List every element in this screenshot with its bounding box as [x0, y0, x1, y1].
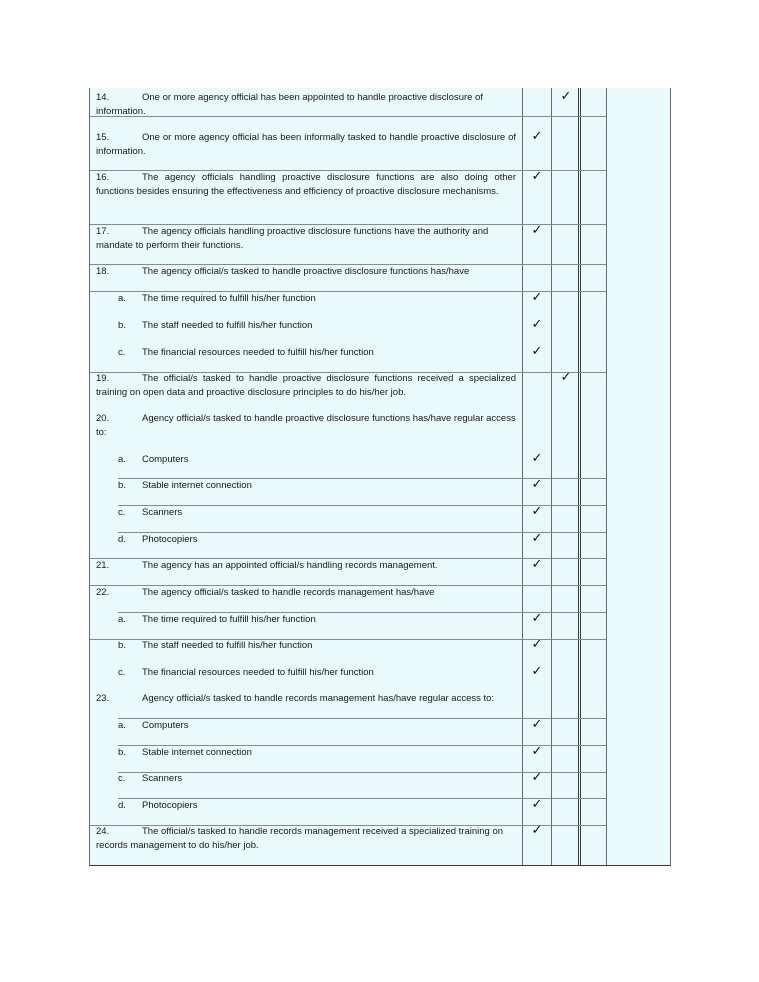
sub-item-letter: b.: [118, 747, 126, 758]
sub-item-text: The staff needed to fulfill his/her function: [142, 640, 313, 651]
sub-item-letter: c.: [118, 347, 126, 358]
question-item: [96, 412, 516, 439]
sub-item-letter: a.: [118, 720, 126, 731]
checkmark-icon: ✓: [531, 451, 543, 466]
sub-item-letter: d.: [118, 800, 126, 811]
question-text: The agency officials handling proactive disclosure functions are also doing other functions besides ensuring the effectiveness and efficiency of proactive disclosure mechanisms.: [96, 172, 516, 197]
checkmark-icon: ✓: [531, 290, 543, 305]
sub-item-text: Photocopiers: [142, 800, 198, 811]
sub-item-letter: b.: [118, 320, 126, 331]
question-item: [96, 265, 516, 279]
checkmark-icon: ✓: [531, 717, 543, 732]
checkmark-icon: ✓: [531, 344, 543, 359]
question-item: [96, 225, 516, 252]
question-number: 18.: [96, 266, 110, 277]
question-text: The agency officials handling proactive disclosure functions have the authority and mandate to perform their functions.: [96, 226, 489, 251]
question-text: One or more agency official has been appointed to handle proactive disclosure of information.: [96, 92, 483, 117]
checkmark-icon: ✓: [531, 504, 543, 519]
sub-item: [118, 506, 518, 520]
sub-item-letter: c.: [118, 667, 126, 678]
question-number: 19.: [96, 373, 110, 384]
checkmark-icon: ✓: [531, 797, 543, 812]
checkmark-icon: ✓: [531, 611, 543, 626]
checkmark-icon: ✓: [531, 823, 543, 838]
sub-item: [118, 533, 518, 547]
question-item: [96, 372, 516, 399]
sub-item-text: Stable internet connection: [142, 480, 252, 491]
checkmark-icon: ✓: [531, 169, 543, 184]
sub-item-text: The time required to fulfill his/her function: [142, 293, 316, 304]
checklist-table: [89, 88, 671, 866]
sub-item: [118, 613, 518, 627]
question-text: Agency official/s tasked to handle proactive disclosure functions has/have regular access to:: [96, 413, 516, 438]
checkmark-icon: ✓: [531, 531, 543, 546]
sub-item: [118, 746, 518, 760]
sub-item-letter: c.: [118, 773, 126, 784]
sub-item-text: The staff needed to fulfill his/her function: [142, 320, 313, 331]
question-item: [96, 825, 516, 852]
sub-item-letter: a.: [118, 454, 126, 465]
sub-item: [118, 799, 518, 813]
question-text: One or more agency official has been informally tasked to handle proactive disclosure of information.: [96, 132, 516, 157]
column-divider: [551, 88, 552, 865]
question-item: [96, 131, 516, 158]
sub-item-text: The financial resources needed to fulfill his/her function: [142, 347, 374, 358]
checkmark-icon: ✓: [531, 770, 543, 785]
sub-item-text: Scanners: [142, 507, 183, 518]
question-number: 14.: [96, 92, 110, 103]
sub-item: [118, 346, 518, 360]
question-text: Agency official/s tasked to handle records management has/have regular access to:: [142, 693, 495, 704]
checkmark-icon: ✓: [531, 477, 543, 492]
sub-item-letter: a.: [118, 293, 126, 304]
sub-item: [118, 292, 518, 306]
sub-item-letter: b.: [118, 640, 126, 651]
sub-item-text: Stable internet connection: [142, 747, 252, 758]
question-text: The agency has an appointed official/s handling records management.: [142, 560, 438, 571]
checkmark-icon: ✓: [531, 664, 543, 679]
question-number: 16.: [96, 172, 110, 183]
question-number: 17.: [96, 226, 110, 237]
sub-item-text: Computers: [142, 454, 189, 465]
question-number: 23.: [96, 693, 110, 704]
question-number: 15.: [96, 132, 110, 143]
question-text: The official/s tasked to handle proactive disclosure functions received a specialized training on open data and proactive disclosure principles to do his/her job.: [96, 373, 516, 398]
question-number: 21.: [96, 560, 110, 571]
sub-item-letter: d.: [118, 534, 126, 545]
checkmark-icon: ✓: [531, 557, 543, 572]
checkmark-icon: ✓: [560, 370, 572, 385]
question-text: The official/s tasked to handle records management received a specialized training on records management to do his/her job.: [96, 826, 504, 851]
sub-item: [118, 479, 518, 493]
checkmark-icon: ✓: [531, 223, 543, 238]
question-item: [96, 586, 516, 600]
question-item: [96, 171, 516, 198]
question-text: The agency official/s tasked to handle records management has/have: [142, 587, 435, 598]
sub-item: [118, 772, 518, 786]
checkmark-icon: ✓: [531, 129, 543, 144]
sub-item-text: Photocopiers: [142, 534, 198, 545]
sub-item-text: Scanners: [142, 773, 183, 784]
sub-item-letter: b.: [118, 480, 126, 491]
question-item: [96, 692, 516, 706]
sub-item: [118, 639, 518, 653]
sub-item: [118, 666, 518, 680]
sub-item-letter: a.: [118, 614, 126, 625]
question-number: 24.: [96, 826, 110, 837]
sub-item: [118, 719, 518, 733]
sub-item: [118, 319, 518, 333]
question-number: 22.: [96, 587, 110, 598]
column-divider: [578, 88, 579, 865]
question-item: [96, 91, 516, 118]
sub-item-text: The time required to fulfill his/her function: [142, 614, 316, 625]
checkmark-icon: ✓: [531, 744, 543, 759]
column-divider: [606, 88, 607, 865]
checkmark-icon: ✓: [531, 637, 543, 652]
sub-item-text: The financial resources needed to fulfill his/her function: [142, 667, 374, 678]
checkmark-icon: ✓: [531, 317, 543, 332]
checkmark-icon: ✓: [560, 89, 572, 104]
sub-item: [118, 453, 518, 467]
question-text: The agency official/s tasked to handle proactive disclosure functions has/have: [142, 266, 470, 277]
question-item: [96, 559, 516, 573]
question-number: 20.: [96, 413, 110, 424]
column-divider: [580, 88, 581, 865]
sub-item-letter: c.: [118, 507, 126, 518]
sub-item-text: Computers: [142, 720, 189, 731]
